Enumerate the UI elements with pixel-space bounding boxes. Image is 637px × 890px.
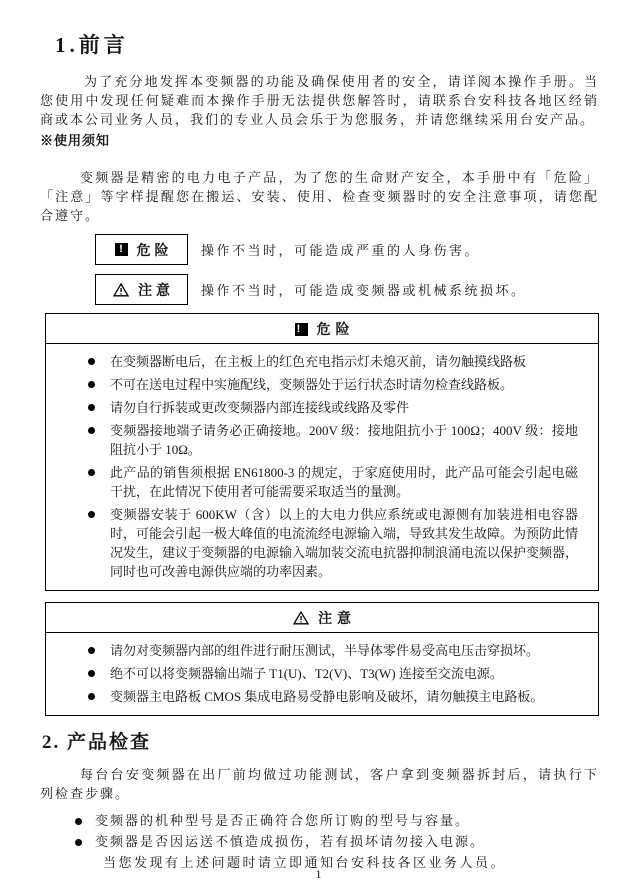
caution-item: 绝不可以将变频器输出端子 T1(U)、T2(V)、T3(W) 连接至交流电源。 (110, 664, 578, 683)
danger-item: 请勿自行拆装或更改变频器内部连接线或线路及零件 (110, 398, 578, 417)
section-2-title: 2. 产品检查 (42, 732, 152, 753)
danger-box-header (46, 314, 598, 344)
checklist-followup-note: 当您发现有上述问题时请立即通知台安科技各区业务人员。 (103, 855, 507, 870)
caution-item-list (46, 641, 598, 706)
caution-label: 注意 (138, 283, 174, 299)
page-number: 1 (315, 867, 322, 881)
caution-item: 变频器主电路板 CMOS 集成电路易受静电影响及破坏，请勿触摸主电路板。 (110, 687, 578, 706)
danger-square-exclamation-icon: ! (115, 243, 128, 256)
section-1-intro-paragraph: 为了充分地发挥本变频器的功能及确保使用者的安全，请详阅本操作手册。当您使用中发现任何疑难而本操作手册无法提供您解答时，请联系台安科技各地区经销商或本公司业务人员，我们的专业人员会乐于为您服务，并请您继续采用台安产品。 (40, 74, 599, 127)
danger-label-box (95, 234, 188, 265)
caution-box (45, 602, 599, 716)
caution-item: 请勿对变频器内部的组件进行耐压测试，半导体零件易受高电压击穿损坏。 (110, 641, 578, 660)
caution-legend-row (95, 274, 599, 305)
section-1-title: 1.前言 (55, 33, 129, 57)
caution-box-header (46, 603, 598, 633)
checklist-item: 变频器是否因运送不慎造成损伤，若有损坏请勿接入电源。 (95, 832, 589, 852)
usage-notice-paragraph: 变频器是精密的电力电子产品，为了您的生命财产安全，本手册中有「危险」「注意」等字样提醒您在搬运、安装、使用、检查变频器时的安全注意事项，请您配合遵守。 (40, 170, 599, 223)
caution-triangle-icon (113, 283, 129, 297)
danger-square-exclamation-icon: ! (295, 323, 308, 336)
checklist-item: 变频器的机种型号是否正确符合您所订购的型号与容量。 (95, 811, 589, 831)
caution-box-title: 注意 (318, 612, 356, 627)
caution-legend-description: 操作不当时，可能造成变频器或机械系统损坏。 (201, 283, 527, 298)
section-2-intro-paragraph: 每台台安变频器在出厂前均做过功能测试，客户拿到变频器拆封后，请执行下列检查步骤。 (40, 767, 599, 801)
danger-box-title: 危险 (316, 323, 355, 338)
inspection-checklist (40, 811, 599, 852)
danger-item: 此产品的销售须根据 EN61800-3 的规定，于家庭使用时，此产品可能会引起电磁干扰，在此情况下使用者可能需要采取适当的量测。 (110, 465, 578, 499)
danger-item: 不可在送电过程中实施配线，变频器处于运行状态时请勿检查线路板。 (110, 375, 578, 394)
caution-triangle-icon (293, 611, 309, 625)
usage-notice-heading: ※使用须知 (40, 133, 111, 148)
danger-item-list (46, 352, 598, 581)
danger-box (45, 313, 599, 591)
danger-item: 在变频器断电后，在主板上的红色充电指示灯未熄灭前，请勿触摸线路板 (110, 352, 578, 371)
danger-item: 变频器接地端子请务必正确接地。200V 级：接地阻抗小于 100Ω；400V 级：接地阻抗小于 10Ω。 (110, 423, 578, 457)
danger-item: 变频器安装于 600KW（含）以上的大电力供应系统或电源侧有加装进相电容器时，可能会引起一极大峰值的电流流经电源输入端，导致其发生故障。为预防此情况发生，建议于变频器的电源输入端加装交流电抗器抑制浪涌电流以保护变频器，同时也可改善电源供应端的功率因素。 (110, 507, 579, 579)
danger-legend-row (95, 234, 599, 265)
danger-label: 危险 (136, 243, 173, 259)
danger-legend-description: 操作不当时，可能造成严重的人身伤害。 (201, 243, 481, 258)
caution-label-box (95, 274, 188, 305)
